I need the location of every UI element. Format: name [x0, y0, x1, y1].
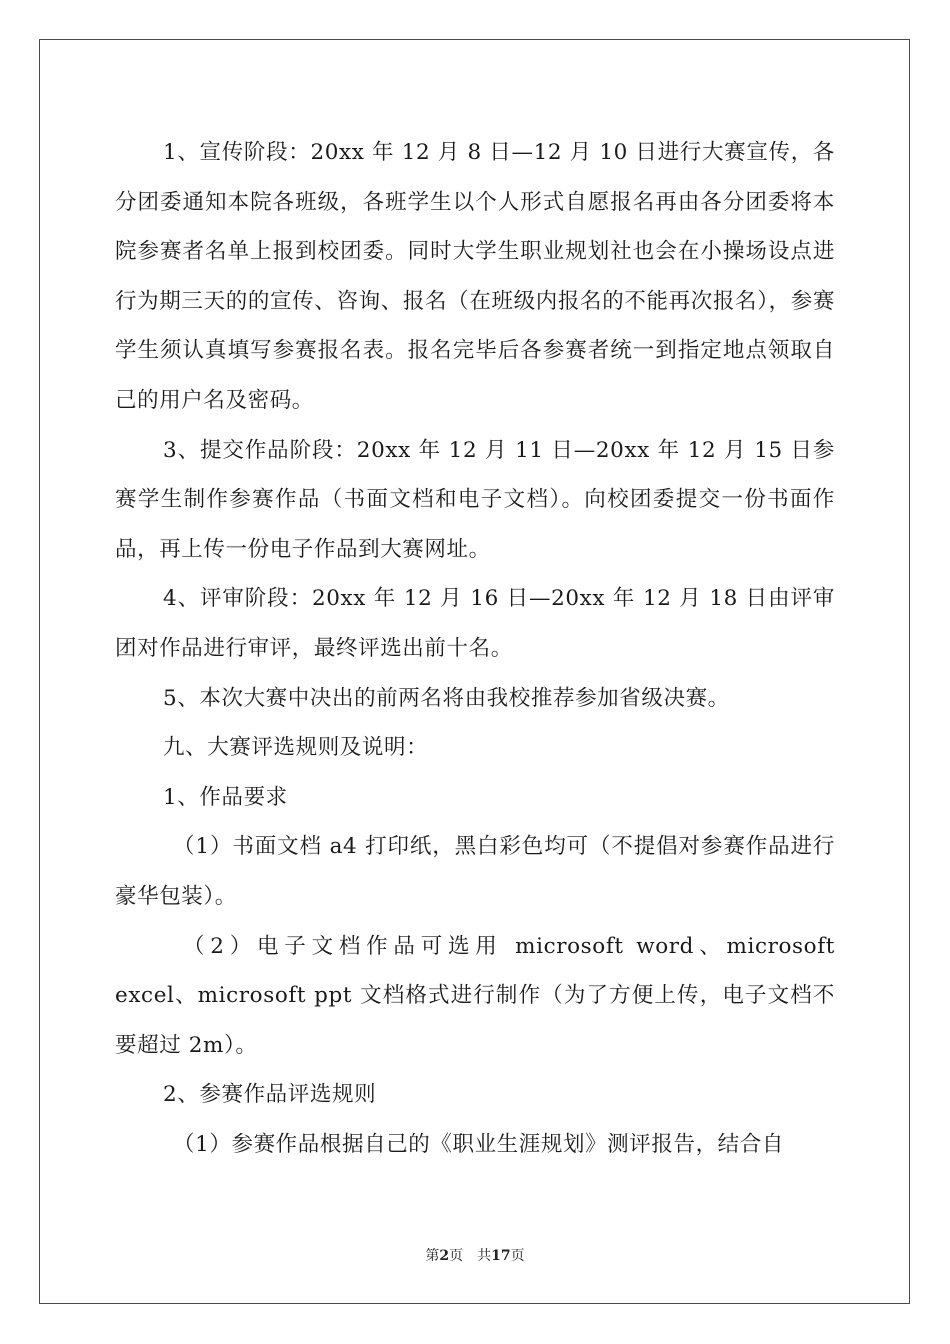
subheading-selection-rules: 2、参赛作品评选规则	[163, 1082, 377, 1108]
paragraph-publicity-stage: 1、宣传阶段：20xx 年 12 月 8 日—12 月 10 日进行大赛宣传，各分团委通知本院各班级，各班学生以个人形式自愿报名再由各分团委将本院参赛者名单上报到校团委。同时大学生职业规划社也会在小操场设点进行为期三天的的宣传、咨询、报名（在班级内报名的不能再次报名），参赛学生须认真填写参赛报名表。报名完毕后各参赛者统一到指定地点领取自己的用户名及密码。	[115, 140, 835, 413]
paragraph-selection-rule-1: （1）参赛作品根据自己的《职业生涯规划》测评报告，结合自	[173, 1131, 784, 1157]
paragraph-electronic-doc: （2）电子文档作品可选用 microsoft word、microsoft excel、microsoft ppt 文档格式进行制作（为了方便上传，电子文档不要超过 2m）。	[115, 933, 835, 1058]
page-number: 2	[439, 1248, 450, 1264]
document-body	[115, 128, 835, 1169]
page-prefix: 第	[425, 1248, 440, 1264]
total-prefix: 共	[477, 1248, 492, 1264]
paragraph-submission-stage: 3、提交作品阶段：20xx 年 12 月 11 日—20xx 年 12 月 15 日参赛学生制作参赛作品（书面文档和电子文档）。向校团委提交一份书面作品，再上传一份电子作品到大赛网址。	[115, 437, 835, 562]
subheading-work-requirements: 1、作品要求	[163, 784, 288, 810]
paragraph-final-recommendation: 5、本次大赛中决出的前两名将由我校推荐参加省级决赛。	[163, 685, 730, 711]
page-suffix: 页	[449, 1248, 464, 1264]
paragraph-review-stage: 4、评审阶段：20xx 年 12 月 16 日—20xx 年 12 月 18 日由评审团对作品进行审评，最终评选出前十名。	[115, 586, 835, 661]
total-pages: 17	[491, 1248, 511, 1264]
section-heading-rules: 九、大赛评选规则及说明：	[163, 735, 429, 761]
paragraph-written-doc: （1）书面文档 a4 打印纸，黑白彩色均可（不提倡对参赛作品进行豪华包装）。	[115, 834, 835, 909]
page-footer	[0, 1245, 950, 1265]
total-suffix: 页	[510, 1248, 525, 1264]
